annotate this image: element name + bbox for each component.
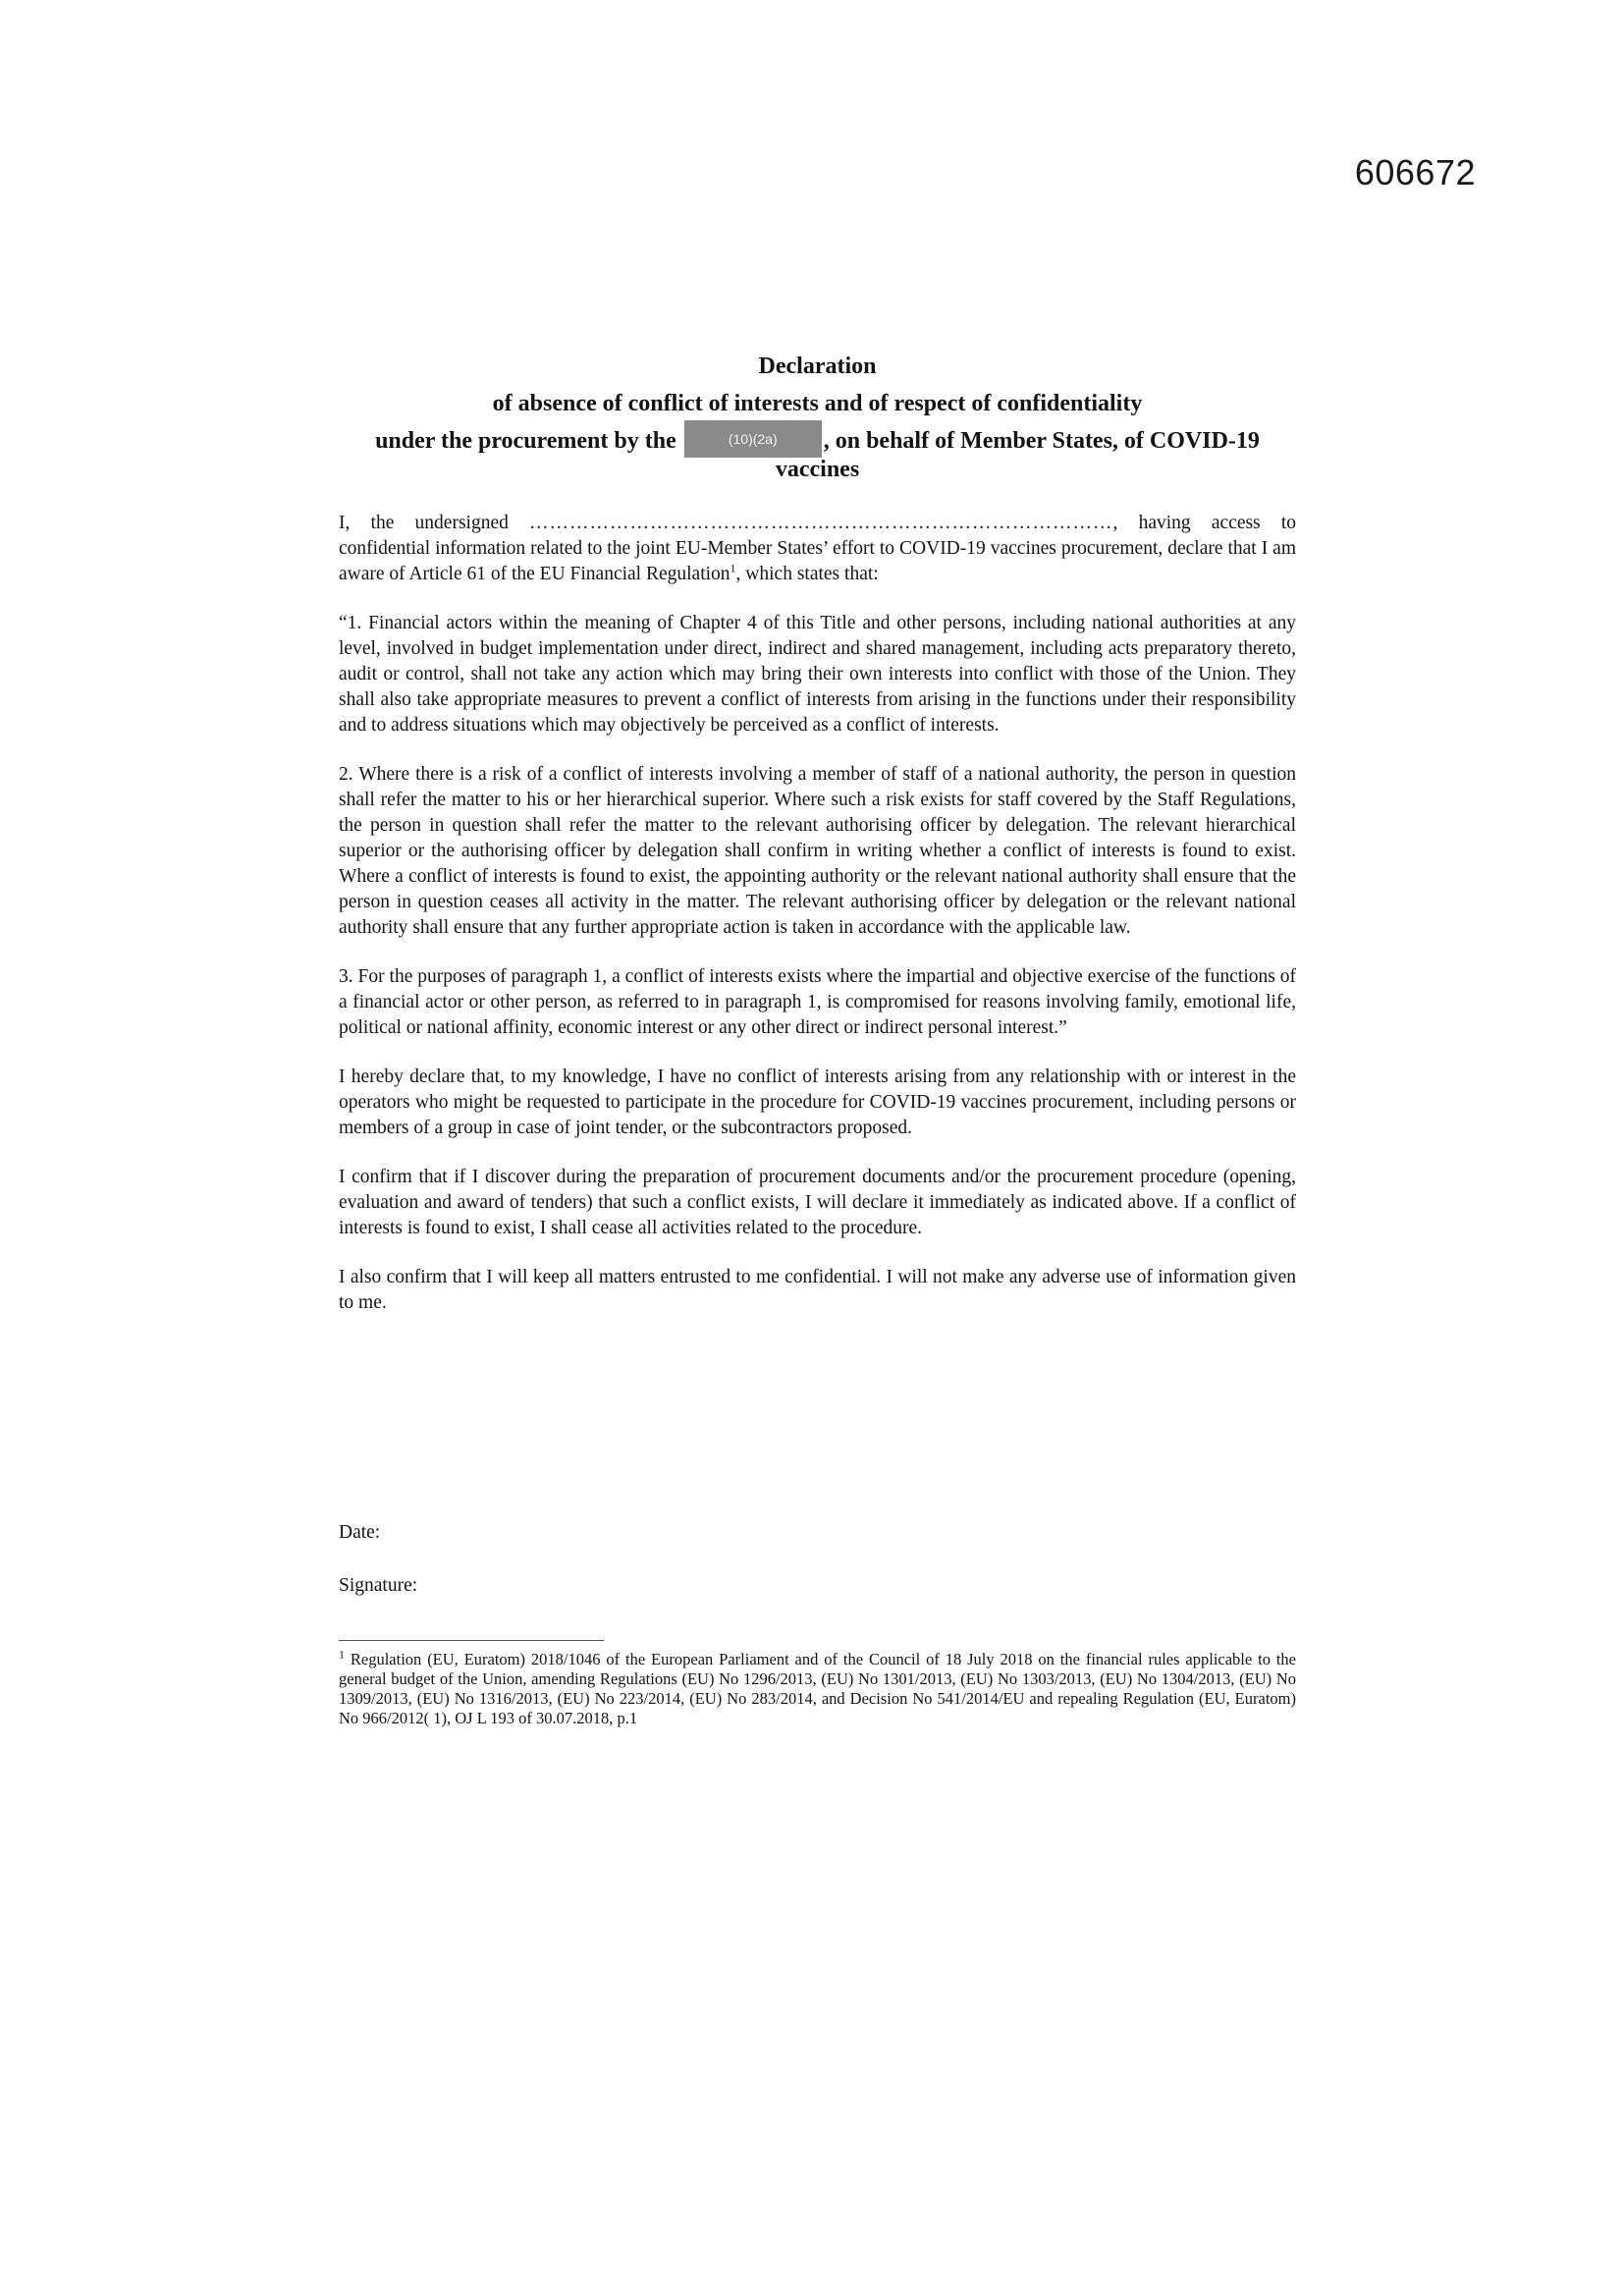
name-blank: ……………………………………………………………………………	[529, 513, 1113, 533]
confidentiality-paragraph: I also confirm that I will keep all matters entrusted to me confidential. I will not make any adverse use of information given to me.	[339, 1267, 1296, 1313]
title-line-4: vaccines	[775, 457, 860, 483]
footnote-reference: 1	[730, 561, 736, 575]
footnote-marker: 1	[339, 1647, 345, 1662]
footnote	[339, 1647, 1296, 1728]
article-paragraph-1: “1. Financial actors within the meaning of Chapter 4 of this Title and other persons, including national authorities at any level, involved in budget implementation under direct, indirect and shared management, including acts preparatory thereto, audit or control, shall not take any action which may bring their own interests into conflict with those of the Union. They shall also take appropriate measures to prevent a conflict of interests from arising in the functions under their responsibility and to address situations which may objectively be perceived as a conflict of interests.	[339, 613, 1296, 736]
declaration-title	[339, 348, 1296, 481]
intro-end: , which states that:	[735, 564, 879, 584]
title-line-3	[339, 426, 1296, 458]
declaration-body	[339, 511, 1296, 1339]
declaration-paragraph: I hereby declare that, to my knowledge, I have no conflict of interests arising from any relationship with or interest in the operators who might be requested to participate in the procedure for COVID-19 vaccines procurement, including persons or members of a group in case of joint tender, or the subcontractors proposed.	[339, 1066, 1296, 1138]
date-label: Date:	[339, 1522, 381, 1543]
footnote-divider	[339, 1640, 604, 1641]
confirmation-paragraph: I confirm that if I discover during the preparation of procurement documents and/or the procurement procedure (opening, evaluation and award of tenders) that such a conflict exists, I will declare it immediately as indicated above. If a conflict of interests is found to exist, I shall cease all activities related to the procedure.	[339, 1167, 1296, 1238]
intro-paragraph	[339, 511, 1296, 587]
article-paragraph-3: 3. For the purposes of paragraph 1, a conflict of interests exists where the impartial and objective exercise of the functions of a financial actor or other person, as referred to in paragraph 1, is compromised for reasons involving family, emotional life, political or national affinity, economic interest or any other direct or indirect personal interest.”	[339, 966, 1296, 1038]
title-line-1: Declaration	[758, 354, 877, 379]
redaction-box: (10)(2a)	[684, 420, 822, 458]
title-line-2: of absence of conflict of interests and of respect of confidentiality	[492, 391, 1143, 416]
signature-label: Signature:	[339, 1575, 418, 1596]
intro-text: , having access to confidential information related to the joint EU-Member States’ effort to COVID-19 vaccines procurement, declare that I am aware of Article 61 of the EU Financial Regulation	[339, 513, 1296, 584]
document-number: 606672	[1354, 152, 1476, 192]
article-paragraph-2: 2. Where there is a risk of a conflict of interests involving a member of staff of a national authority, the person in question shall refer the matter to his or her hierarchical superior. Where such a risk exists for staff covered by the Staff Regulations, the person in question shall refer the matter to the relevant authorising officer by delegation. The relevant hierarchical superior or the authorising officer by delegation shall confirm in writing whether a conflict of interests is found to exist. Where a conflict of interests is found to exist, the appointing authority or the relevant national authority shall ensure that the person in question ceases all activity in the matter. The relevant authorising officer by delegation or the relevant national authority shall ensure that any further appropriate action is taken in accordance with the applicable law.	[339, 764, 1296, 938]
intro-prefix: I, the undersigned	[339, 513, 509, 533]
title-line-3-end: , on behalf of Member States, of COVID-19	[823, 428, 1260, 454]
title-line-3-start: under the procurement by the	[375, 428, 676, 454]
footnote-text: Regulation (EU, Euratom) 2018/1046 of the European Parliament and of the Council of 18 July 2018 on the financial rules applicable to the general budget of the Union, amending Regulations (EU) No 1296/2013, (EU) No 1301/2013, (EU) No 1303/2013, (EU) No 1304/2013, (EU) No 1309/2013, (EU) No 1316/2013, (EU) No 223/2014, (EU) No 283/2014, and Decision No 541/2014/EU and repealing Regulation (EU, Euratom) No 966/2012( 1), OJ L 193 of 30.07.2018, p.1	[339, 1650, 1296, 1727]
